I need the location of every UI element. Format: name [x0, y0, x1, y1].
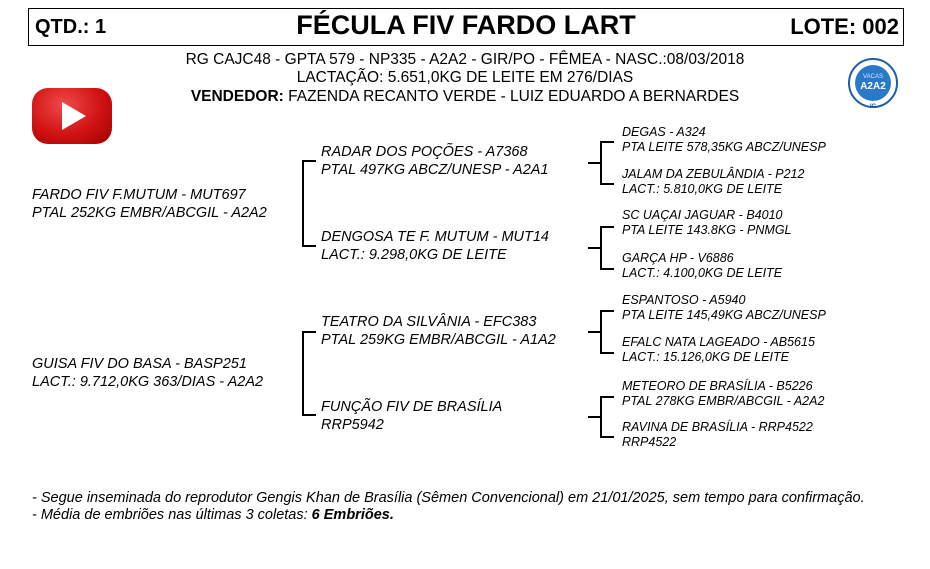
connector-dam — [302, 331, 304, 415]
notes — [32, 490, 902, 524]
dds-name: METEORO DE BRASÍLIA - B5226 — [622, 379, 813, 393]
note-embryos-count: 6 Embriões. — [311, 507, 394, 523]
connector-sd-top — [600, 226, 614, 228]
sire-name: FARDO FIV F.MUTUM - MUT697 — [32, 187, 246, 203]
ds-name: TEATRO DA SILVÂNIA - EFC383 — [321, 314, 537, 330]
connector-dd-bottom — [600, 436, 614, 438]
connector-ss-in — [588, 162, 600, 164]
ddd-name: RAVINA DE BRASÍLIA - RRP4522 — [622, 420, 813, 434]
connector-dam-top — [302, 331, 316, 333]
ss-name: RADAR DOS POÇÕES - A7368 — [321, 144, 528, 160]
connector-ds-bottom — [600, 352, 614, 354]
seal-main-text: A2A2 — [860, 81, 886, 92]
ss-info: PTAL 497KG ABCZ/UNESP - A2A1 — [321, 162, 549, 178]
pedigree-sds — [622, 208, 792, 238]
dss-info: PTA LEITE 145,49KG ABCZ/UNESP — [622, 308, 826, 322]
ddd-info: RRP4522 — [622, 435, 677, 449]
pedigree-sdd — [622, 251, 782, 281]
ssd-name: JALAM DA ZEBULÂNDIA - P212 — [622, 167, 805, 181]
connector-sd-bottom — [600, 268, 614, 270]
pedigree-ddd — [622, 420, 813, 450]
ssd-info: LACT.: 5.810,0KG DE LEITE — [622, 182, 783, 196]
note-embryos — [32, 507, 902, 524]
dds-info: PTAL 278KG EMBR/ABCGIL - A2A2 — [622, 394, 825, 408]
sire-info: PTAL 252KG EMBR/ABCGIL - A2A2 — [32, 205, 267, 221]
sd-name: DENGOSA TE F. MUTUM - MUT14 — [321, 229, 549, 245]
header-box — [28, 8, 904, 46]
sds-info: PTA LEITE 143.8KG - PNMGL — [622, 223, 792, 237]
pedigree-sss — [622, 125, 826, 155]
connector-ss — [600, 141, 602, 184]
connector-dd-top — [600, 396, 614, 398]
connector-ds — [600, 310, 602, 353]
sss-info: PTA LEITE 578,35KG ABCZ/UNESP — [622, 140, 826, 154]
seal-bottom-text: IC — [870, 104, 876, 110]
vacas-a2a2-seal-icon — [846, 56, 902, 116]
connector-dd-in — [588, 416, 600, 418]
dam-name: GUISA FIV DO BASA - BASP251 — [32, 356, 247, 372]
dd-info: RRP5942 — [321, 417, 384, 433]
sd-info: LACT.: 9.298,0KG DE LEITE — [321, 247, 507, 263]
connector-ss-top — [600, 141, 614, 143]
connector-ds-in — [588, 331, 600, 333]
dam-info: LACT.: 9.712,0KG 363/DIAS - A2A2 — [32, 374, 264, 390]
youtube-play-icon[interactable] — [32, 88, 112, 144]
dsd-info: LACT.: 15.126,0KG DE LEITE — [622, 350, 789, 364]
sdd-info: LACT.: 4.100,0KG DE LEITE — [622, 266, 783, 280]
dsd-name: EFALC NATA LAGEADO - AB5615 — [622, 335, 815, 349]
pedigree-dds — [622, 379, 824, 409]
pedigree-dam-sire — [321, 313, 556, 349]
page-title: FÉCULA FIV FARDO LART — [296, 10, 636, 40]
registration-line: RG CAJC48 - GPTA 579 - NP335 - A2A2 - GIR/PO - FÊMEA - NASC.:08/03/2018 — [185, 51, 745, 68]
sdd-name: GARÇA HP - V6886 — [622, 251, 734, 265]
connector-sire — [302, 160, 304, 246]
connector-dam-bottom — [302, 414, 316, 416]
connector-sd-in — [588, 247, 600, 249]
seal-top-text: VACAS — [863, 74, 883, 80]
lactation-line: LACTAÇÃO: 5.651,0KG DE LEITE EM 276/DIAS — [296, 69, 634, 86]
pedigree-dss — [622, 293, 826, 323]
connector-sd — [600, 226, 602, 269]
quantity-label: QTD.: 1 — [35, 16, 107, 38]
pedigree-sire — [32, 186, 267, 222]
pedigree-dsd — [622, 335, 815, 365]
seller-line — [0, 88, 930, 106]
lot-label: LOTE: 002 — [790, 14, 899, 39]
pedigree-dam — [32, 355, 263, 391]
sds-name: SC UAÇAI JAGUAR - B4010 — [622, 208, 783, 222]
connector-ss-bottom — [600, 183, 614, 185]
pedigree-ssd — [622, 167, 804, 197]
pedigree-sire-sire — [321, 143, 549, 179]
pedigree-sire-dam — [321, 228, 549, 264]
connector-sire-top — [302, 160, 316, 162]
connector-sire-bottom — [302, 245, 316, 247]
note-insemination: - Segue inseminada do reprodutor Gengis Khan de Brasília (Sêmen Convencional) em 21/01/2025, sem tempo para confirmação. — [32, 490, 865, 506]
dss-name: ESPANTOSO - A5940 — [622, 293, 746, 307]
pedigree-dam-dam — [321, 398, 502, 434]
ds-info: PTAL 259KG EMBR/ABCGIL - A1A2 — [321, 332, 556, 348]
connector-dd — [600, 396, 602, 437]
connector-ds-top — [600, 310, 614, 312]
seller-label: VENDEDOR: — [190, 88, 284, 105]
seller-value: FAZENDA RECANTO VERDE - LUIZ EDUARDO A BERNARDES — [288, 88, 740, 105]
dd-name: FUNÇÃO FIV DE BRASÍLIA — [321, 399, 503, 415]
note-embryos-text: - Média de embriões nas últimas 3 coletas: — [32, 507, 312, 523]
sss-name: DEGAS - A324 — [622, 125, 706, 139]
